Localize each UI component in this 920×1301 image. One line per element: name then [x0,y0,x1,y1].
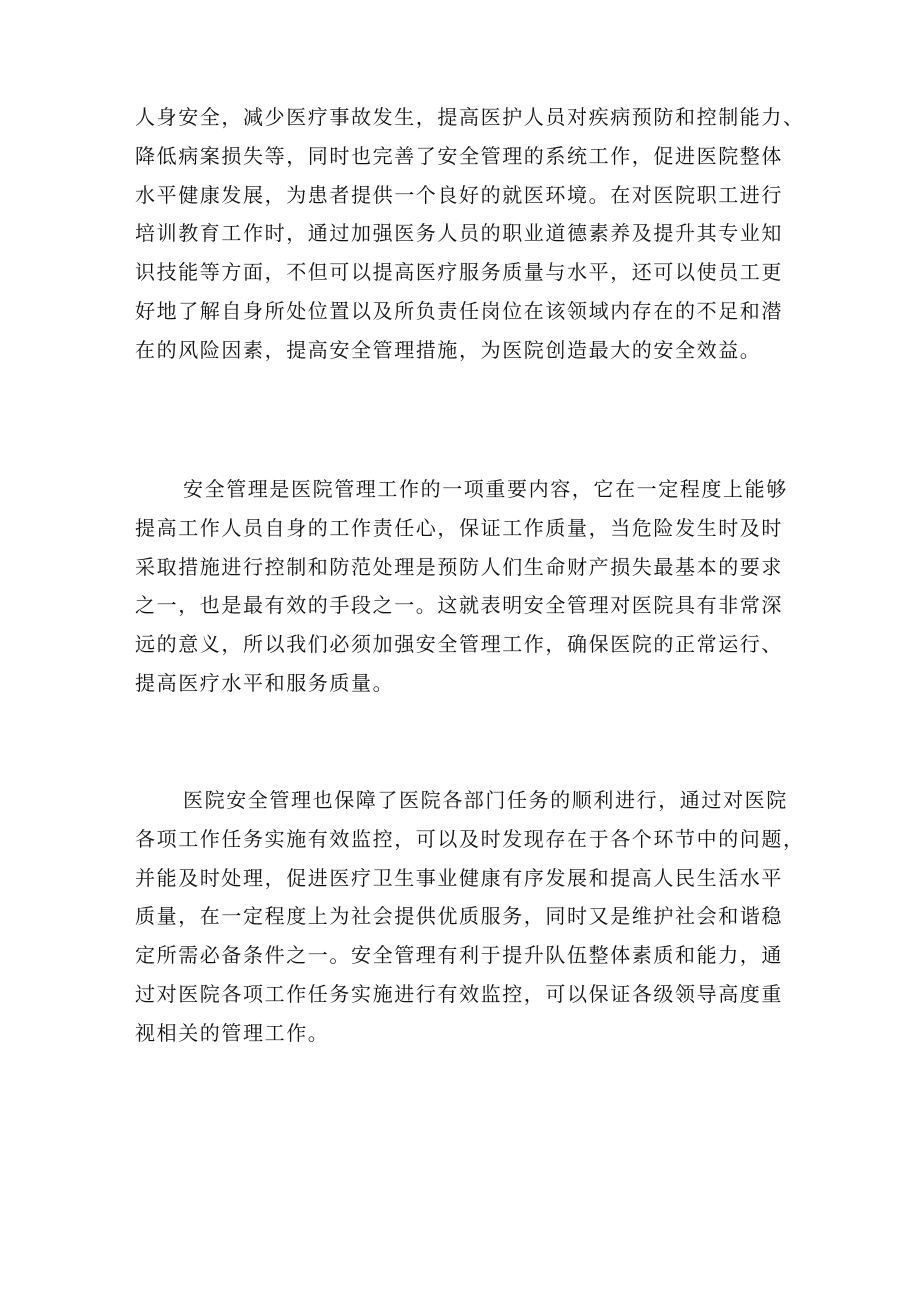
paragraph-line: 水平健康发展，为患者提供一个良好的就医环境。在对医院职工进行 [135,182,783,207]
paragraph-line: 好地了解自身所处位置以及所负责任岗位在该领域内存在的不足和潜 [135,298,783,323]
paragraph-line: 降低病案损失等，同时也完善了安全管理的系统工作，促进医院整体 [135,143,783,168]
paragraph-first-line: 医院安全管理也保障了医院各部门任务的顺利进行，通过对医院 [183,788,788,812]
paragraph-line: 在的风险因素，提高安全管理措施，为医院创造最大的安全效益。 [135,337,762,362]
paragraph-line: 定所需必备条件之一。安全管理有利于提升队伍整体素质和能力，通 [135,943,783,968]
paragraph-line: 之一，也是最有效的手段之一。这就表明安全管理对医院具有非常深 [135,593,783,618]
paragraph-line: 过对医院各项工作任务实施进行有效监控，可以保证各级领导高度重 [135,981,783,1006]
paragraph-line: 采取措施进行控制和防范处理是预防人们生命财产损失最基本的要求 [135,554,783,579]
paragraph-first-line: 安全管理是医院管理工作的一项重要内容，它在一定程度上能够 [183,477,788,501]
paragraph-1 [135,98,805,370]
paragraph-line: 人身安全，减少医疗事故发生，提高医护人员对疾病预防和控制能力、 [135,105,805,129]
paragraph-line: 识技能等方面，不但可以提高医疗服务质量与水平，还可以使员工更 [135,260,783,285]
paragraph-line: 提高工作人员自身的工作责任心，保证工作质量，当危险发生时及时 [135,515,783,540]
paragraph-3 [135,781,805,1053]
paragraph-line: 提高医疗水平和服务质量。 [135,670,395,695]
paragraph-line: 质量，在一定程度上为社会提供优质服务，同时又是维护社会和谐稳 [135,904,783,929]
paragraph-line: 视相关的管理工作。 [135,1020,330,1045]
paragraph-line: 各项工作任务实施有效监控，可以及时发现存在于各个环节中的问题， [135,826,805,851]
paragraph-line: 远的意义，所以我们必须加强安全管理工作，确保医院的正常运行、 [135,632,783,657]
paragraph-2 [135,470,795,703]
paragraph-line: 培训教育工作时，通过加强医务人员的职业道德素养及提升其专业知 [135,221,783,246]
paragraph-line: 并能及时处理，促进医疗卫生事业健康有序发展和提高人民生活水平 [135,865,783,890]
